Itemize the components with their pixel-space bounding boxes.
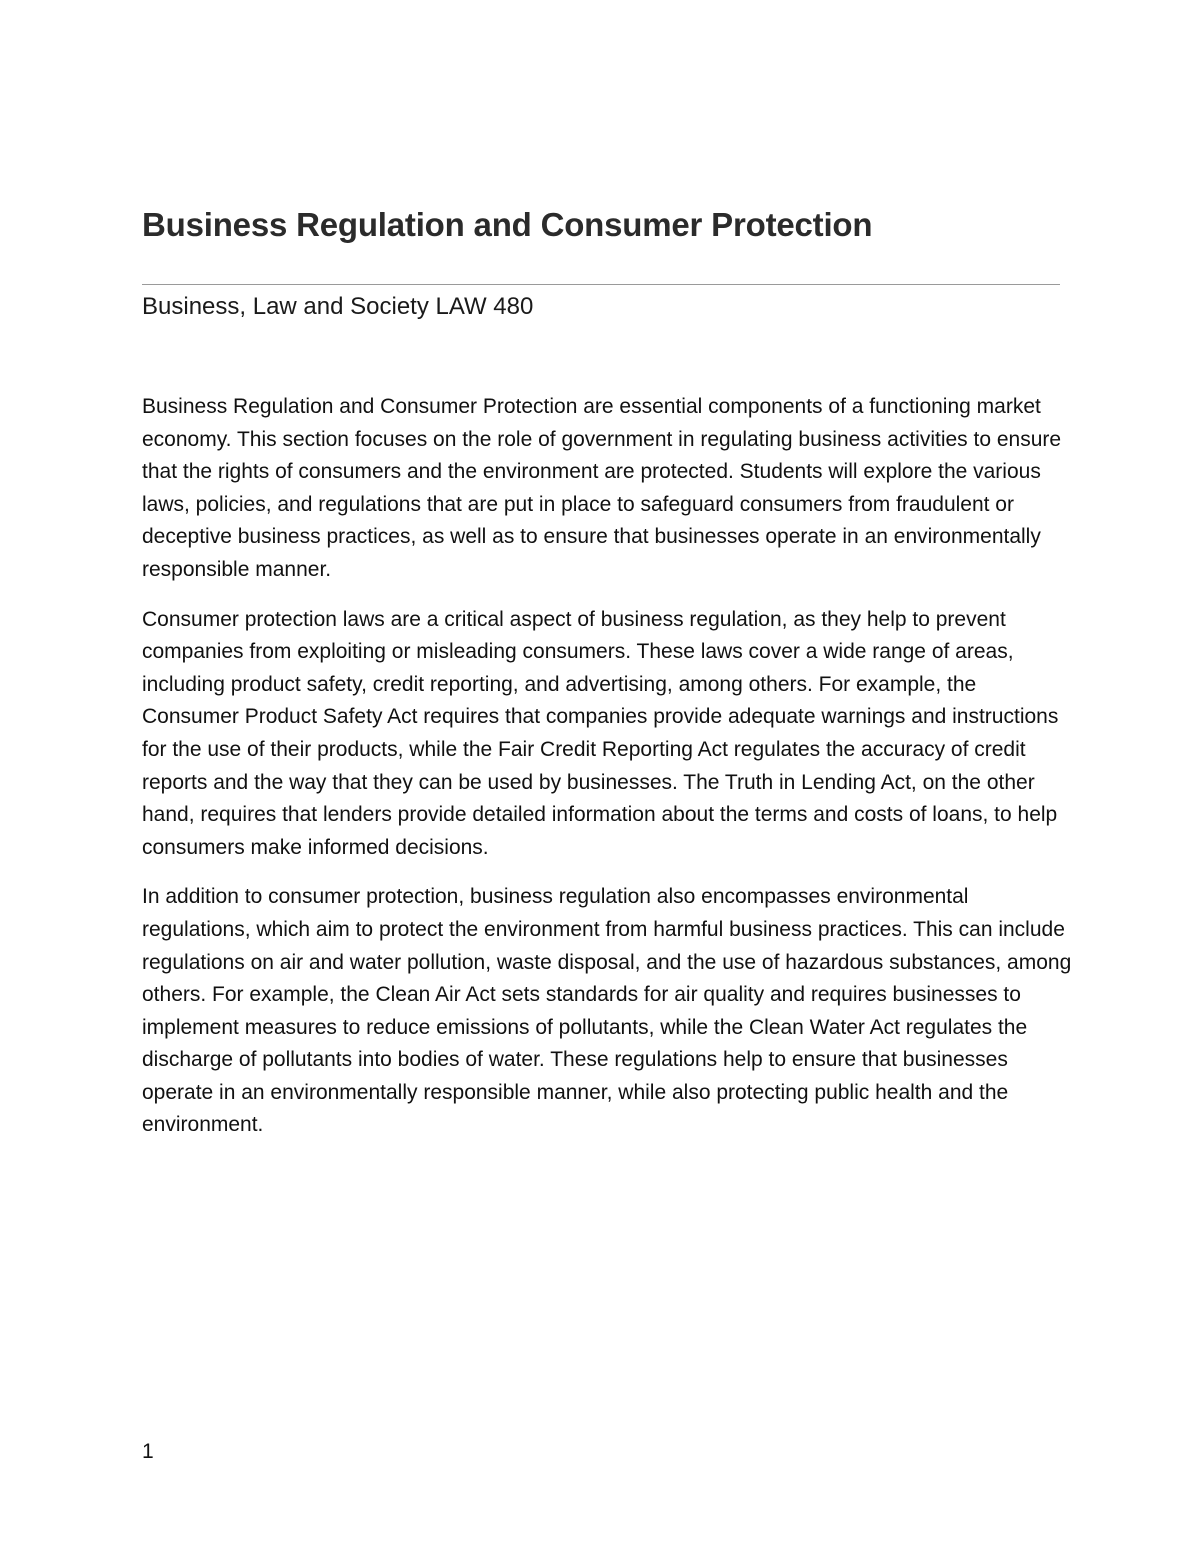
title-divider	[142, 284, 1060, 285]
paragraph-intro: Business Regulation and Consumer Protection are essential components of a functioning market economy. This section focuses on the role of government in regulating business activities to ensure that the rights of consumers and the environment are protected. Students will explore the various laws, policies, and regulations that are put in place to safeguard consumers from fraudulent or deceptive business practices, as well as to ensure that businesses operate in an environmentally responsible manner.	[142, 395, 1062, 581]
page-number: 1	[142, 1440, 154, 1463]
document-title: Business Regulation and Consumer Protection	[142, 206, 873, 243]
document-body	[142, 391, 1072, 1159]
document-subtitle: Business, Law and Society LAW 480	[142, 293, 534, 320]
paragraph-environmental-regulation: In addition to consumer protection, business regulation also encompasses environmental regulations, which aim to protect the environment from harmful business practices. This can include regulations on air and water pollution, waste disposal, and the use of hazardous substances, among others. For example, the Clean Air Act sets standards for air quality and requires businesses to implement measures to reduce emissions of pollutants, while the Clean Water Act regulates the discharge of pollutants into bodies of water. These regulations help to ensure that businesses operate in an environmentally responsible manner, while also protecting public health and the environment.	[142, 885, 1072, 1137]
paragraph-consumer-protection: Consumer protection laws are a critical aspect of business regulation, as they help to prevent companies from exploiting or misleading consumers. These laws cover a wide range of areas, including product safety, credit reporting, and advertising, among others. For example, the Consumer Product Safety Act requires that companies provide adequate warnings and instructions for the use of their products, while the Fair Credit Reporting Act regulates the accuracy of credit reports and the way that they can be used by businesses. The Truth in Lending Act, on the other hand, requires that lenders provide detailed information about the terms and costs of loans, to help consumers make informed decisions.	[142, 607, 1059, 859]
